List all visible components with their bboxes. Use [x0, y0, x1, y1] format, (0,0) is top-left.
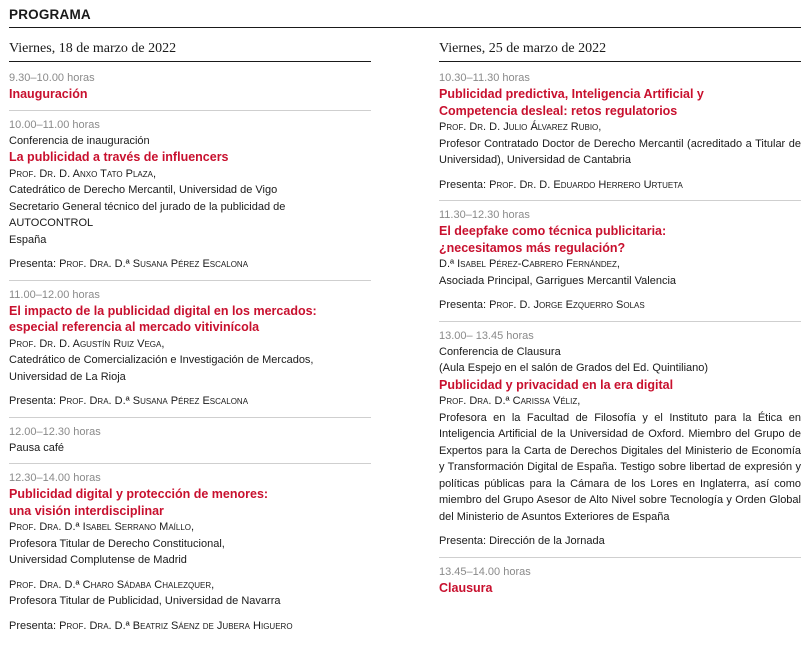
speaker-affiliation: Secretario General técnico del jurado de la publicidad de AUTOCONTROL — [9, 200, 286, 229]
speaker-affiliation: Profesora Titular de Publicidad, Universidad de Navarra — [9, 595, 281, 607]
presenter-name: Prof. Dr. D. Eduardo Herrero Urtueta — [489, 178, 683, 191]
session-influencers — [9, 111, 371, 280]
session-time: 10.00–11.00 horas — [9, 118, 100, 131]
presenter-name: Prof. Dra. D.ª Susana Pérez Escalona — [59, 258, 249, 270]
speaker-affiliation: Universidad Complutense de Madrid — [9, 554, 187, 566]
session-location: (Aula Espejo en el salón de Grados del Ed. Quintiliano) — [439, 362, 709, 374]
session-intro: Conferencia de inauguración — [9, 134, 150, 147]
session-time: 12.00–12.30 horas — [9, 425, 101, 438]
session-text: Pausa café — [9, 441, 65, 454]
day-heading: Viernes, 18 de marzo de 2022 — [9, 40, 371, 62]
presenter — [9, 256, 371, 273]
session-title: Publicidad y privacidad en la era digital — [439, 377, 674, 392]
session-deepfake — [439, 201, 801, 321]
programa-header — [9, 5, 801, 28]
session-title-line-2: una visión interdisciplinar — [9, 503, 164, 518]
presenter — [439, 297, 801, 314]
presenter — [9, 393, 371, 410]
session-pausa — [9, 418, 371, 464]
presenter-label: Presenta: — [9, 258, 60, 270]
speaker-name: Prof. Dra. D.ª Isabel Serrano Maíllo, — [9, 521, 195, 533]
session-title-line-2: especial referencia al mercado vitivinícola — [9, 320, 260, 334]
speaker-affiliation: Catedrático de Derecho Mercantil, Universidad de Vigo — [9, 184, 278, 196]
day-column-25-march — [439, 40, 801, 603]
session-publicidad-predictiva — [439, 70, 801, 200]
day-heading: Viernes, 25 de marzo de 2022 — [439, 40, 801, 62]
page-title: PROGRAMA — [9, 7, 91, 22]
speaker-affiliation: Asociada Principal, Garrigues Mercantil Valencia — [439, 274, 677, 287]
session-title-line-1: Publicidad digital y protección de menores: — [9, 487, 269, 501]
presenter-label: Presenta: — [439, 178, 490, 191]
presenter-name: Prof. Dra. D.ª Susana Pérez Escalona — [59, 395, 249, 407]
session-title-line-1: Publicidad predictiva, Inteligencia Artificial y — [439, 87, 704, 101]
speaker-name: D.ª Isabel Pérez-Cabrero Fernández, — [439, 258, 620, 270]
speaker-bio: Profesora en la Facultad de Filosofía y el Instituto para la Ética en Inteligencia Artificial de la Universidad de Oxford. Miembro del Grupo de Expertos para la Carta de Derechos Digitales del Ministerio de Economía y Transformación Digital de España. Testigo sobre libertad de expresión y políticas públicas para la Cámara de los Lores en Inglaterra, así como miembro del Grupo Asesor de Alto Nivel sobre Tecnología y Orden Global del Ministerio de Asuntos Exteriores de España — [439, 411, 801, 523]
speaker-name: Prof. Dr. D. Anxo Tato Plaza, — [9, 167, 157, 180]
session-time: 11.30–12.30 horas — [439, 209, 530, 221]
session-title: La publicidad a través de influencers — [9, 150, 229, 164]
presenter-label: Presenta: — [439, 299, 490, 311]
speaker-name: Prof. Dra. D.ª Carissa Véliz, — [439, 395, 581, 407]
session-time: 11.00–12.00 horas — [9, 288, 100, 301]
speaker-affiliation: Universidad de La Rioja — [9, 370, 126, 383]
speaker-affiliation: Profesora Titular de Derecho Constitucional, — [9, 537, 225, 550]
presenter: Presenta: Dirección de la Jornada — [439, 535, 605, 547]
speaker-affiliation: Catedrático de Comercialización e Investigación de Mercados, — [9, 354, 314, 366]
session-clausura — [439, 558, 801, 604]
presenter — [439, 177, 801, 194]
spacer — [9, 569, 371, 577]
session-title-line-2: ¿necesitamos más regulación? — [439, 240, 626, 255]
presenter-name: Prof. D. Jorge Ezquerro Solas — [489, 299, 645, 311]
speaker-affiliation: España — [9, 233, 47, 246]
presenter — [9, 618, 371, 635]
speaker-affiliation: Profesor Contratado Doctor de Derecho Mercantil (acreditado a Titular de Universidad), Universidad de Cantabria — [439, 137, 801, 166]
session-time: 13.00– 13.45 horas — [439, 329, 534, 342]
session-title-line-1: El deepfake como técnica publicitaria: — [439, 224, 667, 238]
session-intro: Conferencia de Clausura — [439, 345, 561, 358]
session-inauguracion — [9, 70, 371, 110]
speaker-name: Prof. Dra. D.ª Charo Sádaba Chalezquer, — [9, 578, 215, 591]
session-title: Clausura — [439, 580, 493, 595]
speaker-name: Prof. Dr. D. Julio Álvarez Rubio, — [439, 121, 602, 133]
session-title-line-2: Competencia desleal: retos regulatorios — [439, 103, 678, 118]
session-title-line-1: El impacto de la publicidad digital en los mercados: — [9, 303, 317, 318]
day-column-18-march — [9, 40, 371, 641]
session-time: 9.30–10.00 horas — [9, 72, 95, 84]
session-mercados — [9, 281, 371, 417]
session-time: 12.30–14.00 horas — [9, 472, 101, 484]
session-clausura-conferencia — [439, 322, 801, 557]
presenter-name: Prof. Dra. D.ª Beatriz Sáenz de Jubera Higuero — [59, 619, 293, 632]
session-time: 10.30–11.30 horas — [439, 72, 530, 84]
presenter-label: Presenta: — [9, 395, 60, 407]
session-menores — [9, 464, 371, 641]
session-title: Inauguración — [9, 87, 88, 101]
session-time: 13.45–14.00 horas — [439, 565, 531, 578]
speaker-name: Prof. Dr. D. Agustín Ruiz Vega, — [9, 337, 165, 350]
presenter-label: Presenta: — [9, 619, 60, 632]
